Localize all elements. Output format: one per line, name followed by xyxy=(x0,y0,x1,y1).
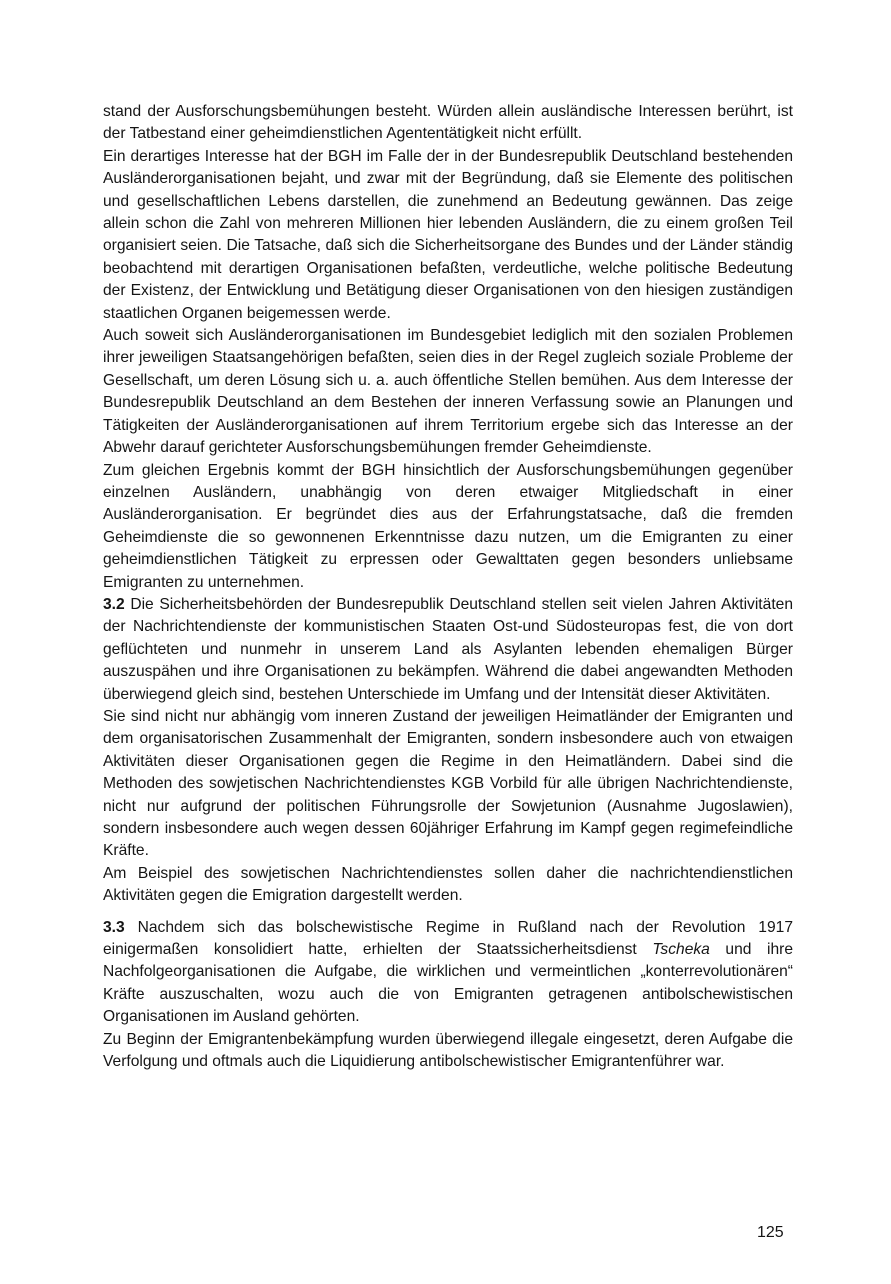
section-number: 3.2 xyxy=(103,595,125,613)
emphasis-term: Tscheka xyxy=(652,941,710,959)
section-3-3-paragraph: 3.3 Nachdem sich das bolschewistische Regime in Rußland nach der Revolution 1917 einigermaßen konsolidiert hatte, erhielten der Staatssicherheitsdienst Tscheka und ihre Nachfolgeorganisationen die Aufgabe, die wirklichen und vermeintlichen „konterrevolutionären“ Kräfte auszuschalten, wozu auch die von Emigranten getragenen antibolschewistischen Organisationen im Ausland gehörten. xyxy=(103,918,794,1026)
paragraph-3: Auch soweit sich Ausländerorganisationen im Bundesgebiet lediglich mit den sozialen Problemen ihrer jeweiligen Staatsangehörigen befaßten, seien dies in der Regel zugleich soziale Probleme der Gesellschaft, um deren Lösung sich u. a. auch öffentliche Stellen bemühen. Aus dem Interesse der Bundesrepublik Deutschland an dem Bestehen der inneren Verfassung sowie an Planungen und Tätigkeiten der Ausländerorganisationen auf ihrem Territorium ergebe sich das Interesse an der Abwehr darauf gerichteter Ausforschungsbemühungen fremder Geheimdienste. xyxy=(103,327,793,457)
paragraph-9: Zu Beginn der Emigrantenbekämpfung wurden überwiegend illegale eingesetzt, deren Aufgabe die Verfolgung und oftmals auch die Liquidierung antibolschewistischer Emigrantenführer war. xyxy=(103,1030,793,1071)
paragraph-7: Am Beispiel des sowjetischen Nachrichtendienstes sollen daher die nachrichtendienstlichen Aktivitäten gegen die Emigration dargestellt werden. xyxy=(103,864,793,905)
paragraph-4: Zum gleichen Ergebnis kommt der BGH hinsichtlich der Ausforschungsbemühungen gegenüber einzelnen Ausländern, unabhängig von deren etwaiger Mitgliedschaft in einer Ausländerorganisation. Er begründet dies aus der Erfahrungstatsache, daß die fremden Geheimdienste die so gewonnenen Erkenntnisse dazu nutzen, um die Emigranten zu einer geheimdienstlichen Tätigkeit zu erpressen oder Gewalttaten gegen besonders unliebsame Emigranten zu unternehmen. xyxy=(103,461,793,591)
section-number: 3.3 xyxy=(103,918,125,936)
body-text xyxy=(103,101,793,1073)
paragraph-6: Sie sind nicht nur abhängig vom inneren Zustand der jeweiligen Heimatländer der Emigranten und dem organisatorischen Zusammenhalt der Emigranten, sondern insbesondere auch von etwaigen Aktivitäten dieser Organisationen gegen die Regime in den Heimatländern. Dabei sind die Methoden des sowjetischen Nachrichtendienstes KGB Vorbild für alle übrigen Nachrichtendienste, nicht nur aufgrund der politischen Führungsrolle der Sowjetunion (Ausnahme Jugoslawien), sondern insbesondere auch wegen dessen 60jähriger Erfahrung im Kampf gegen regimefeindliche Kräfte. xyxy=(103,707,793,860)
section-3-2-paragraph: 3.2 Die Sicherheitsbehörden der Bundesrepublik Deutschland stellen seit vielen Jahren Aktivitäten der Nachrichtendienste der kommunistischen Staaten Ost-und Südosteuropas fest, die von dort geflüchteten und nunmehr in unserem Land als Asylanten lebenden ehemaligen Bürger auszuspähen und ihre Organisationen zu bekämpfen. Während die dabei angewandten Methoden überwiegend gleich sind, bestehen Unterschiede im Umfang und der Intensität dieser Aktivitäten. xyxy=(103,595,793,703)
page-number: 125 xyxy=(757,1224,784,1241)
paragraph-1: stand der Ausforschungsbemühungen besteht. Würden allein ausländische Interessen berührt, ist der Tatbestand einer geheimdienstlichen Agententätigkeit nicht erfüllt. xyxy=(103,103,793,143)
paragraph-2: Ein derartiges Interesse hat der BGH im Falle der in der Bundesrepublik Deutschland bestehenden Ausländerorganisationen bejaht, und zwar mit der Begründung, daß sie Elemente des politischen und gesellschaftlichen Lebens darstellen, die zunehmend an Bedeutung gewännen. Das zeige allein schon die Zahl von mehreren Millionen hier lebenden Ausländern, die zu einem großen Teil organisiert seien. Die Tatsache, daß sich die Sicherheitsorgane des Bundes und der Länder ständig beobachtend mit derartigen Organisationen befaßten, verdeutliche, welche politische Bedeutung der Existenz, der Entwicklung und Betätigung dieser Organisationen von den hiesigen zuständigen staatlichen Organen beigemessen werde. xyxy=(103,147,793,322)
